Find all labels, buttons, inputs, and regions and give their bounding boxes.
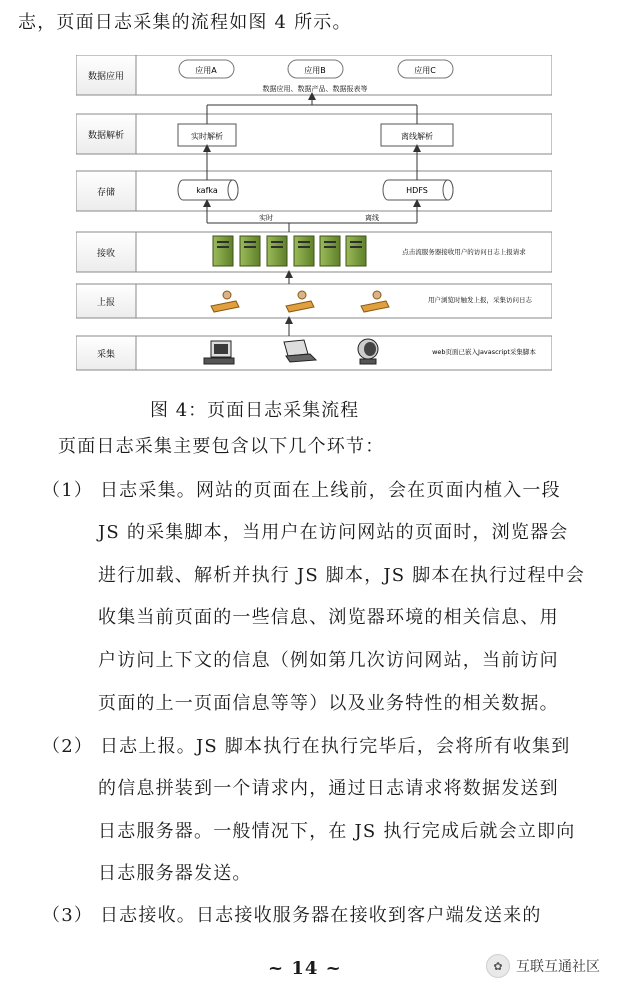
body-line: 页面的上一页面信息等等）以及业务特性的相关数据。 [98, 693, 559, 714]
report-note: 用户浏览时触发上报，采集访问日志 [428, 296, 532, 304]
body-line: 日志服务器发送。 [98, 863, 252, 884]
app-node-c: 应用C [414, 66, 436, 75]
hdfs-node: HDFS [406, 186, 428, 195]
watermark [486, 954, 600, 978]
layer-label: 存储 [96, 188, 116, 198]
body-line: （1） 日志采集。网站的页面在上线前，会在页面内植入一段 [42, 480, 561, 501]
realtime-parse-node: 实时解析 [191, 132, 223, 141]
receive-note: 点击流服务器接收用户的访问日志上报请求 [402, 248, 526, 256]
app-note: 数据应用、数据产品、数据报表等 [262, 85, 368, 93]
watermark-text: 互联互通社区 [516, 959, 600, 975]
body-line: JS 的采集脚本，当用户在访问网站的页面时，浏览器会 [98, 522, 569, 543]
body-line: 页面日志采集主要包含以下几个环节： [58, 436, 385, 457]
edge-label-offline: 离线 [365, 214, 379, 222]
body-line: 的信息拼装到一个请求内，通过日志请求将数据发送到 [98, 778, 559, 799]
layer-storage [76, 171, 552, 211]
intro-line: 志，页面日志采集的流程如图 4 所示。 [18, 12, 352, 33]
body-line: （3） 日志接收。日志接收服务器在接收到客户端发送来的 [42, 905, 542, 926]
layer-label: 接收 [96, 249, 116, 259]
body-line: 日志服务器。一般情况下，在 JS 执行完成后就会立即向 [98, 821, 576, 842]
app-node-b: 应用B [304, 66, 326, 75]
body-line: 收集当前页面的一些信息、浏览器环境的相关信息、用 [98, 607, 559, 628]
monitor-icon [358, 339, 378, 364]
layer-label: 上报 [96, 298, 116, 308]
layer-app [76, 55, 552, 95]
layer-label: 数据解析 [87, 131, 125, 141]
layer-label: 采集 [96, 350, 116, 360]
edge-label-realtime: 实时 [259, 214, 273, 222]
offline-parse-node: 离线解析 [401, 132, 433, 141]
figure-caption: 图 4：页面日志采集流程 [150, 400, 360, 421]
log-collection-diagram [76, 55, 552, 375]
kafka-node: kafka [196, 186, 218, 195]
body-line: 户访问上下文的信息（例如第几次访问网站，当前访问 [98, 650, 559, 671]
app-node-a: 应用A [195, 66, 217, 75]
page-number: ~ 14 ~ [268, 958, 342, 979]
layer-report [76, 284, 552, 318]
collect-note: web页面已嵌入Javascript采集脚本 [432, 348, 536, 356]
layer-parse [76, 114, 552, 154]
layer-label: 数据应用 [87, 72, 125, 82]
wechat-icon: ✿ [486, 954, 510, 978]
layer-collect [76, 336, 552, 370]
body-line: （2） 日志上报。JS 脚本执行在执行完毕后，会将所有收集到 [42, 736, 571, 757]
layer-receive [76, 232, 552, 272]
body-line: 进行加载、解析并执行 JS 脚本，JS 脚本在执行过程中会 [98, 565, 586, 586]
